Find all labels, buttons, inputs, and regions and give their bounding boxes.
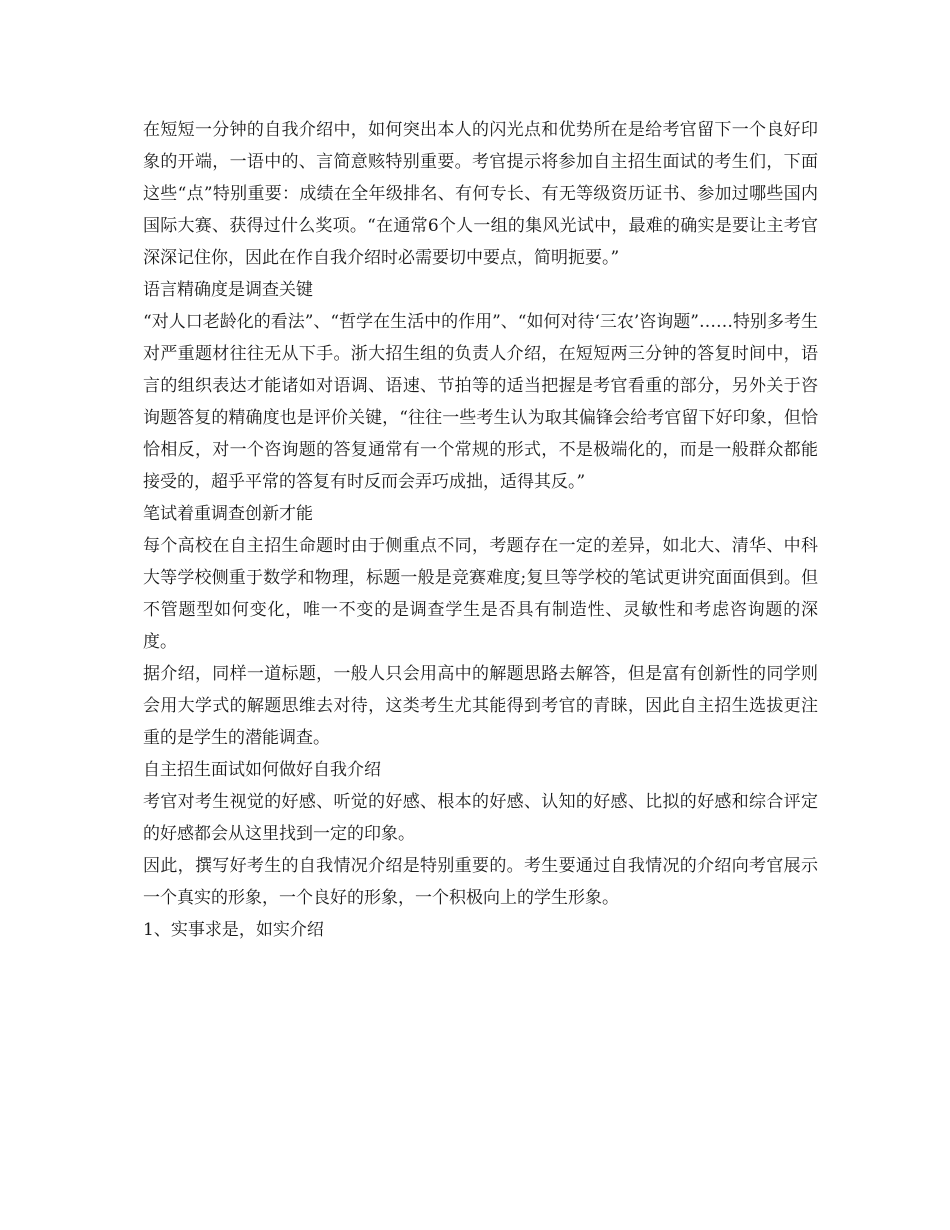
- paragraph-importance: 因此，撰写好考生的自我情况介绍是特别重要的。考生要通过自我情况的介绍向考官展示一个真实的形象，一个良好的形象，一个积极向上的学生形象。: [143, 856, 818, 908]
- paragraph-innovation: 据介绍，同样一道标题，一般人只会用高中的解题思路去解答，但是富有创新性的同学则会用大学式的解题思维去对待，这类考生尤其能得到考官的青睐，因此自主招生选拔更注重的是学生的潜能调查。: [143, 664, 818, 748]
- heading-language-precision: 语言精确度是调查关键: [143, 280, 313, 300]
- heading-point-1: 1、实事求是，如实介绍: [143, 920, 324, 940]
- heading-how-to-introduce: 自主招生面试如何做好自我介绍: [143, 760, 381, 780]
- paragraph-written-test: 每个高校在自主招生命题时由于侧重点不同，考题存在一定的差异，如北大、清华、中科大等学校侧重于数学和物理，标题一般是竞赛难度;复旦等学校的笔试更讲究面面俱到。但不管题型如何变化，唯一不变的是调查学生是否具有制造性、灵敏性和考虑咨询题的深度。: [143, 536, 818, 652]
- paragraph-language-precision: “对人口老龄化的看法”、“哲学在生活中的作用”、“如何对待‘三农’咨询题”……特别多考生对严重题材往往无从下手。浙大招生组的负责人介绍，在短短两三分钟的答复时间中，语言的组织表达才能诸如对语调、语速、节拍等的适当把握是考官看重的部分，另外关于咨询题答复的精确度也是评价关键，“往往一些考生认为取其偏锋会给考官留下好印象，但恰恰相反，对一个咨询题的答复通常有一个常规的形式，不是极端化的，而是一般群众都能接受的，超乎平常的答复有时反而会弄巧成拙，适得其反。”: [143, 312, 818, 492]
- paragraph-impressions: 考官对考生视觉的好感、听觉的好感、根本的好感、认知的好感、比拟的好感和综合评定的好感都会从这里找到一定的印象。: [143, 792, 818, 844]
- paragraph-self-intro: 在短短一分钟的自我介绍中，如何突出本人的闪光点和优势所在是给考官留下一个良好印象的开端，一语中的、言简意赅特别重要。考官提示将参加自主招生面试的考生们，下面这些“点”特别重要：成绩在全年级排名、有何专长、有无等级资历证书、参加过哪些国内国际大赛、获得过什么奖项。“在通常6个人一组的集风光试中，最难的确实是要让主考官深深记住你，因此在作自我介绍时必需要切中要点，简明扼要。”: [143, 120, 818, 268]
- heading-written-test: 笔试着重调查创新才能: [143, 504, 313, 524]
- document-body: [143, 114, 818, 946]
